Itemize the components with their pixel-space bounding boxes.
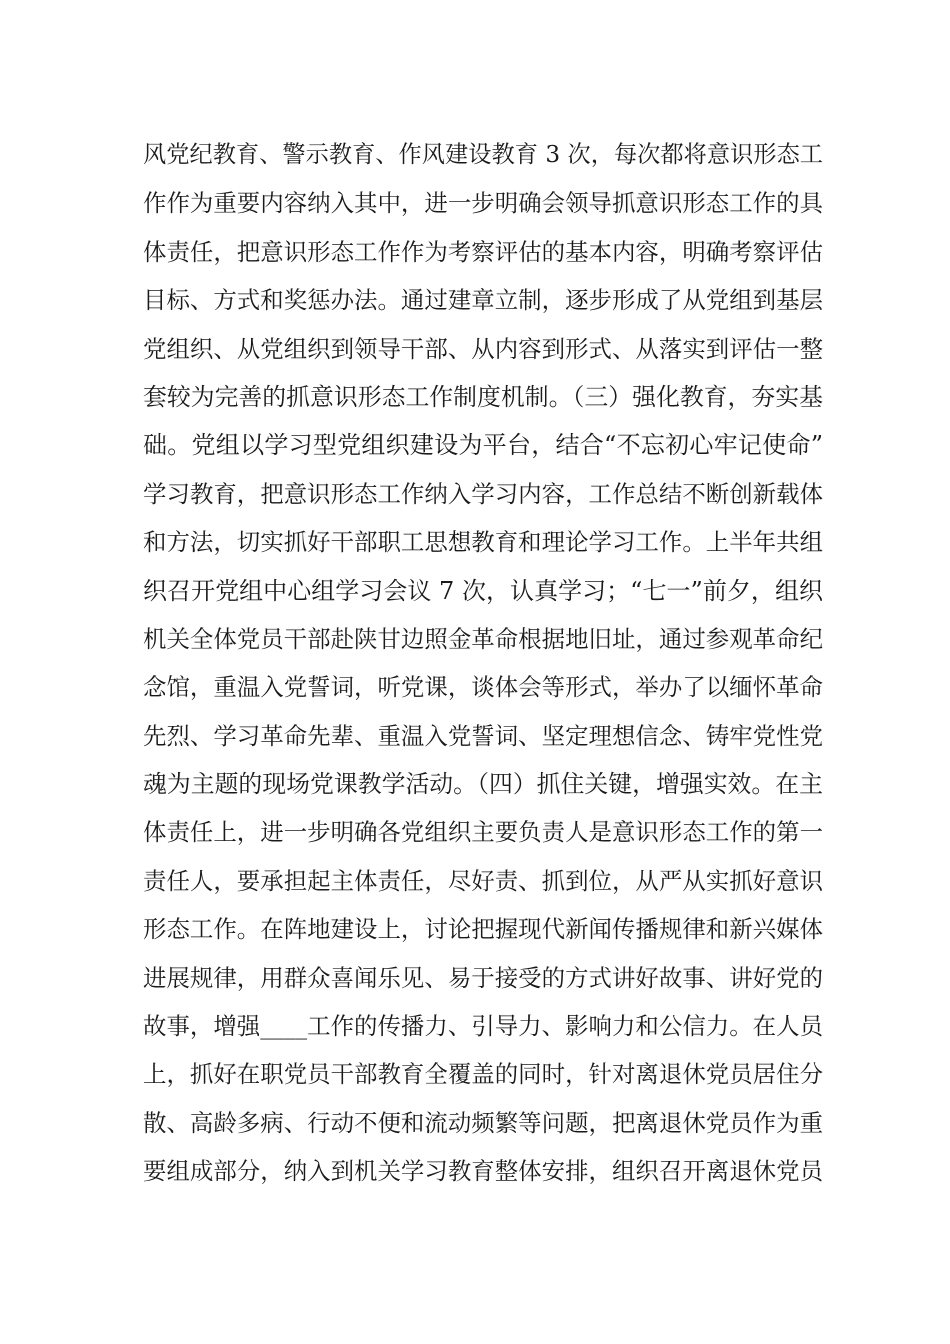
body-text	[143, 131, 823, 1196]
text-line: 础。党组以学习型党组织建设为平台，结合“不忘初心牢记使命”	[143, 431, 823, 460]
text-line: 机关全体党员干部赴陕甘边照金革命根据地旧址，通过参观革命纪	[143, 624, 823, 653]
text-line: 目标、方式和奖惩办法。通过建章立制，逐步形成了从党组到基层	[143, 286, 823, 315]
text-line: 风党纪教育、警示教育、作风建设教育 3 次，每次都将意识形态工	[143, 141, 823, 168]
text-line: 和方法，切实抓好干部职工思想教育和理论学习工作。上半年共组	[143, 528, 823, 557]
text-line: 散、高龄多病、行动不便和流动频繁等问题，把离退休党员作为重	[143, 1108, 823, 1137]
text-line: 形态工作。在阵地建设上，讨论把握现代新闻传播规律和新兴媒体	[143, 915, 823, 944]
text-line: 责任人，要承担起主体责任，尽好责、抓到位，从严从实抓好意识	[143, 866, 823, 895]
text-line: 学习教育，把意识形态工作纳入学习内容，工作总结不断创新载体	[143, 479, 823, 508]
text-line: 先烈、学习革命先辈、重温入党誓词、坚定理想信念、铸牢党性党	[143, 721, 823, 750]
text-line: 作作为重要内容纳入其中，进一步明确会领导抓意识形态工作的具	[143, 189, 823, 218]
text-line: 进展规律，用群众喜闻乐见、易于接受的方式讲好故事、讲好党的	[143, 963, 823, 992]
text-line: 要组成部分，纳入到机关学习教育整体安排，组织召开离退休党员	[143, 1157, 823, 1186]
text-line: 魂为主题的现场党课教学活动。（四）抓住关键，增强实效。在主	[143, 770, 823, 799]
text-line: 套较为完善的抓意识形态工作制度机制。（三）强化教育，夯实基	[143, 382, 823, 411]
text-line: 故事，增强____工作的传播力、引导力、影响力和公信力。在人员	[143, 1012, 823, 1041]
text-line: 念馆，重温入党誓词，听党课，谈体会等形式，举办了以缅怀革命	[143, 673, 823, 702]
text-line: 体责任上，进一步明确各党组织主要负责人是意识形态工作的第一	[143, 818, 823, 847]
text-line: 党组织、从党组织到领导干部、从内容到形式、从落实到评估一整	[143, 334, 823, 363]
text-line: 织召开党组中心组学习会议 7 次，认真学习；“七一”前夕，组织	[143, 576, 823, 605]
text-line: 体责任，把意识形态工作作为考察评估的基本内容，明确考察评估	[143, 237, 823, 266]
text-line: 上，抓好在职党员干部教育全覆盖的同时，针对离退休党员居住分	[143, 1060, 823, 1089]
